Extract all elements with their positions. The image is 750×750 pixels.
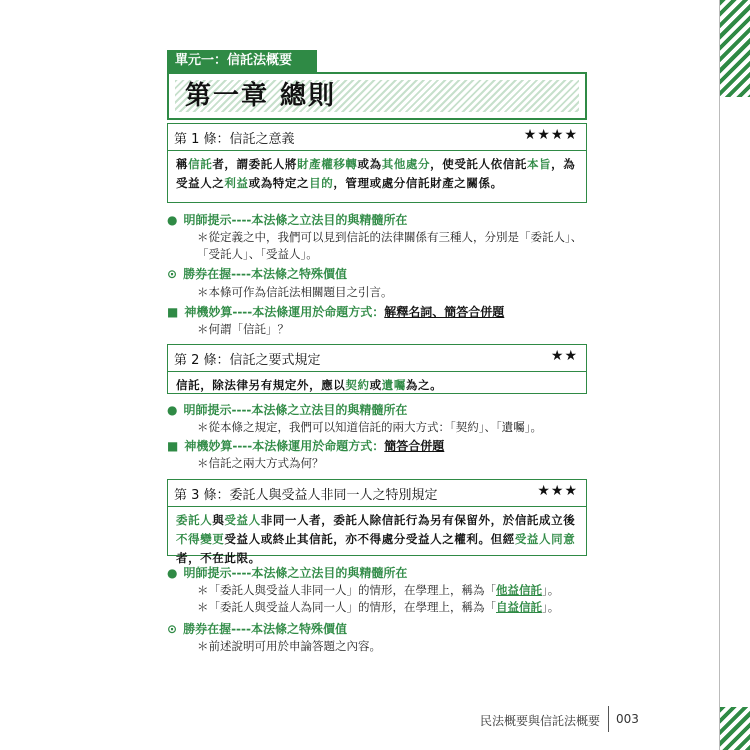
- section-win: ⊙ 勝券在握----本法條之特殊價值: [167, 267, 347, 281]
- body-text: 為之。: [405, 378, 443, 392]
- highlight-term: 財產權移轉: [297, 157, 358, 171]
- article-2: [167, 344, 587, 394]
- tip-note: ＊從定義之中，我們可以見到信託的法律關係有三種人，分別是「委託人」、「受託人」、「受益人」。: [197, 230, 583, 261]
- highlight-term: 委託人: [176, 513, 213, 527]
- book-title: 民法概要與信託法概要: [479, 714, 600, 728]
- body-text: 與: [212, 513, 225, 527]
- body-text: 或: [369, 378, 382, 392]
- decorative-stripe-top: [720, 0, 750, 97]
- article-title: 第 3 條：委託人與受益人非同一人之特別規定: [174, 488, 438, 503]
- square-icon: ■: [167, 305, 179, 319]
- chapter-hatch: [175, 80, 579, 112]
- article-title: 第 1 條：信託之意義: [174, 132, 295, 147]
- bullet-icon: ●: [167, 403, 178, 417]
- highlight-term: 受益人: [224, 513, 261, 527]
- page-number: 003: [616, 712, 639, 726]
- article-body: [168, 151, 586, 197]
- decorative-stripe-bottom: [720, 707, 750, 750]
- highlight-term: 其他處分: [381, 157, 431, 171]
- win-note: ＊本條可作為信託法相關題目之引言。: [197, 285, 393, 299]
- highlight-term: 契約: [345, 378, 370, 392]
- body-text: 稱: [176, 157, 189, 171]
- rating-stars: ★★★★: [523, 127, 578, 143]
- article-title: 第 2 條：信託之要式規定: [174, 353, 321, 368]
- bullet-icon: ●: [167, 566, 178, 580]
- highlight-term: 信託: [188, 157, 213, 171]
- body-text: 或為特定之: [248, 176, 310, 190]
- calc-note: ＊信託之兩大方式為何？: [197, 456, 324, 470]
- chapter-header: [167, 72, 587, 120]
- rating-stars: ★★: [550, 348, 578, 364]
- section-win: ⊙ 勝券在握----本法條之特殊價值: [167, 622, 347, 636]
- article-3: [167, 479, 587, 565]
- highlight-term: 本旨: [526, 157, 552, 171]
- body-text: 者，不在此限。: [176, 551, 261, 565]
- body-text: 者，謂委託人將: [212, 157, 298, 171]
- bullet-icon: ●: [167, 213, 178, 227]
- tip-note: ＊從本條之規定，我們可以知道信託的兩大方式：「契約」、「遺囑」。: [197, 420, 542, 434]
- rating-stars: ★★★: [537, 483, 578, 499]
- highlight-term: 目的: [309, 176, 334, 190]
- highlight-term: 不得變更: [176, 532, 225, 546]
- article-body: [168, 507, 586, 572]
- section-teacher-tip: ● 明師提示----本法條之立法目的與精髓所在: [167, 566, 408, 580]
- target-icon: ⊙: [167, 267, 178, 281]
- body-text: ，使受託人依信託: [430, 157, 527, 171]
- square-icon: ■: [167, 439, 179, 453]
- margin-rule: [719, 0, 720, 750]
- tip-note-1: ＊「委託人與受益人非同一人」的情形，在學理上，稱為「他益信託」。: [197, 583, 560, 597]
- highlight-term: 受益人同意: [514, 532, 576, 546]
- body-text: ，為受益人之: [176, 157, 576, 190]
- win-note: ＊前述說明可用於申論答題之內容。: [197, 639, 381, 653]
- body-text: 受益人或終止其信託，亦不得處分受益人之權利。但經: [224, 532, 515, 546]
- body-text: 信託，除法律另有規定外，應以: [176, 378, 346, 392]
- section-teacher-tip: ● 明師提示----本法條之立法目的與精髓所在: [167, 213, 408, 227]
- section-calc: ■ 神機妙算----本法條運用於命題方式：解釋名詞、簡答合併題: [167, 305, 505, 319]
- chapter-title: 第一章 總則: [185, 81, 337, 111]
- highlight-term: 遺囑: [381, 378, 406, 392]
- body-text: 非同一人者，委託人除信託行為另有保留外，於信託成立後: [260, 513, 576, 527]
- highlight-term: 利益: [224, 176, 249, 190]
- body-text: 或為: [357, 157, 382, 171]
- target-icon: ⊙: [167, 622, 178, 636]
- body-text: ，管理或處分信託財產之關係。: [333, 176, 503, 190]
- section-teacher-tip: ● 明師提示----本法條之立法目的與精髓所在: [167, 403, 408, 417]
- article-1: [167, 123, 587, 203]
- tip-note-2: ＊「委託人與受益人為同一人」的情形，在學理上，稱為「自益信託」。: [197, 600, 560, 614]
- calc-note: ＊何謂「信託」？: [197, 322, 289, 336]
- section-calc: ■ 神機妙算----本法條運用於命題方式：簡答合併題: [167, 439, 445, 453]
- article-body: [168, 372, 586, 399]
- footer-divider: [608, 706, 609, 732]
- unit-label: 單元一：信託法概要: [167, 50, 317, 72]
